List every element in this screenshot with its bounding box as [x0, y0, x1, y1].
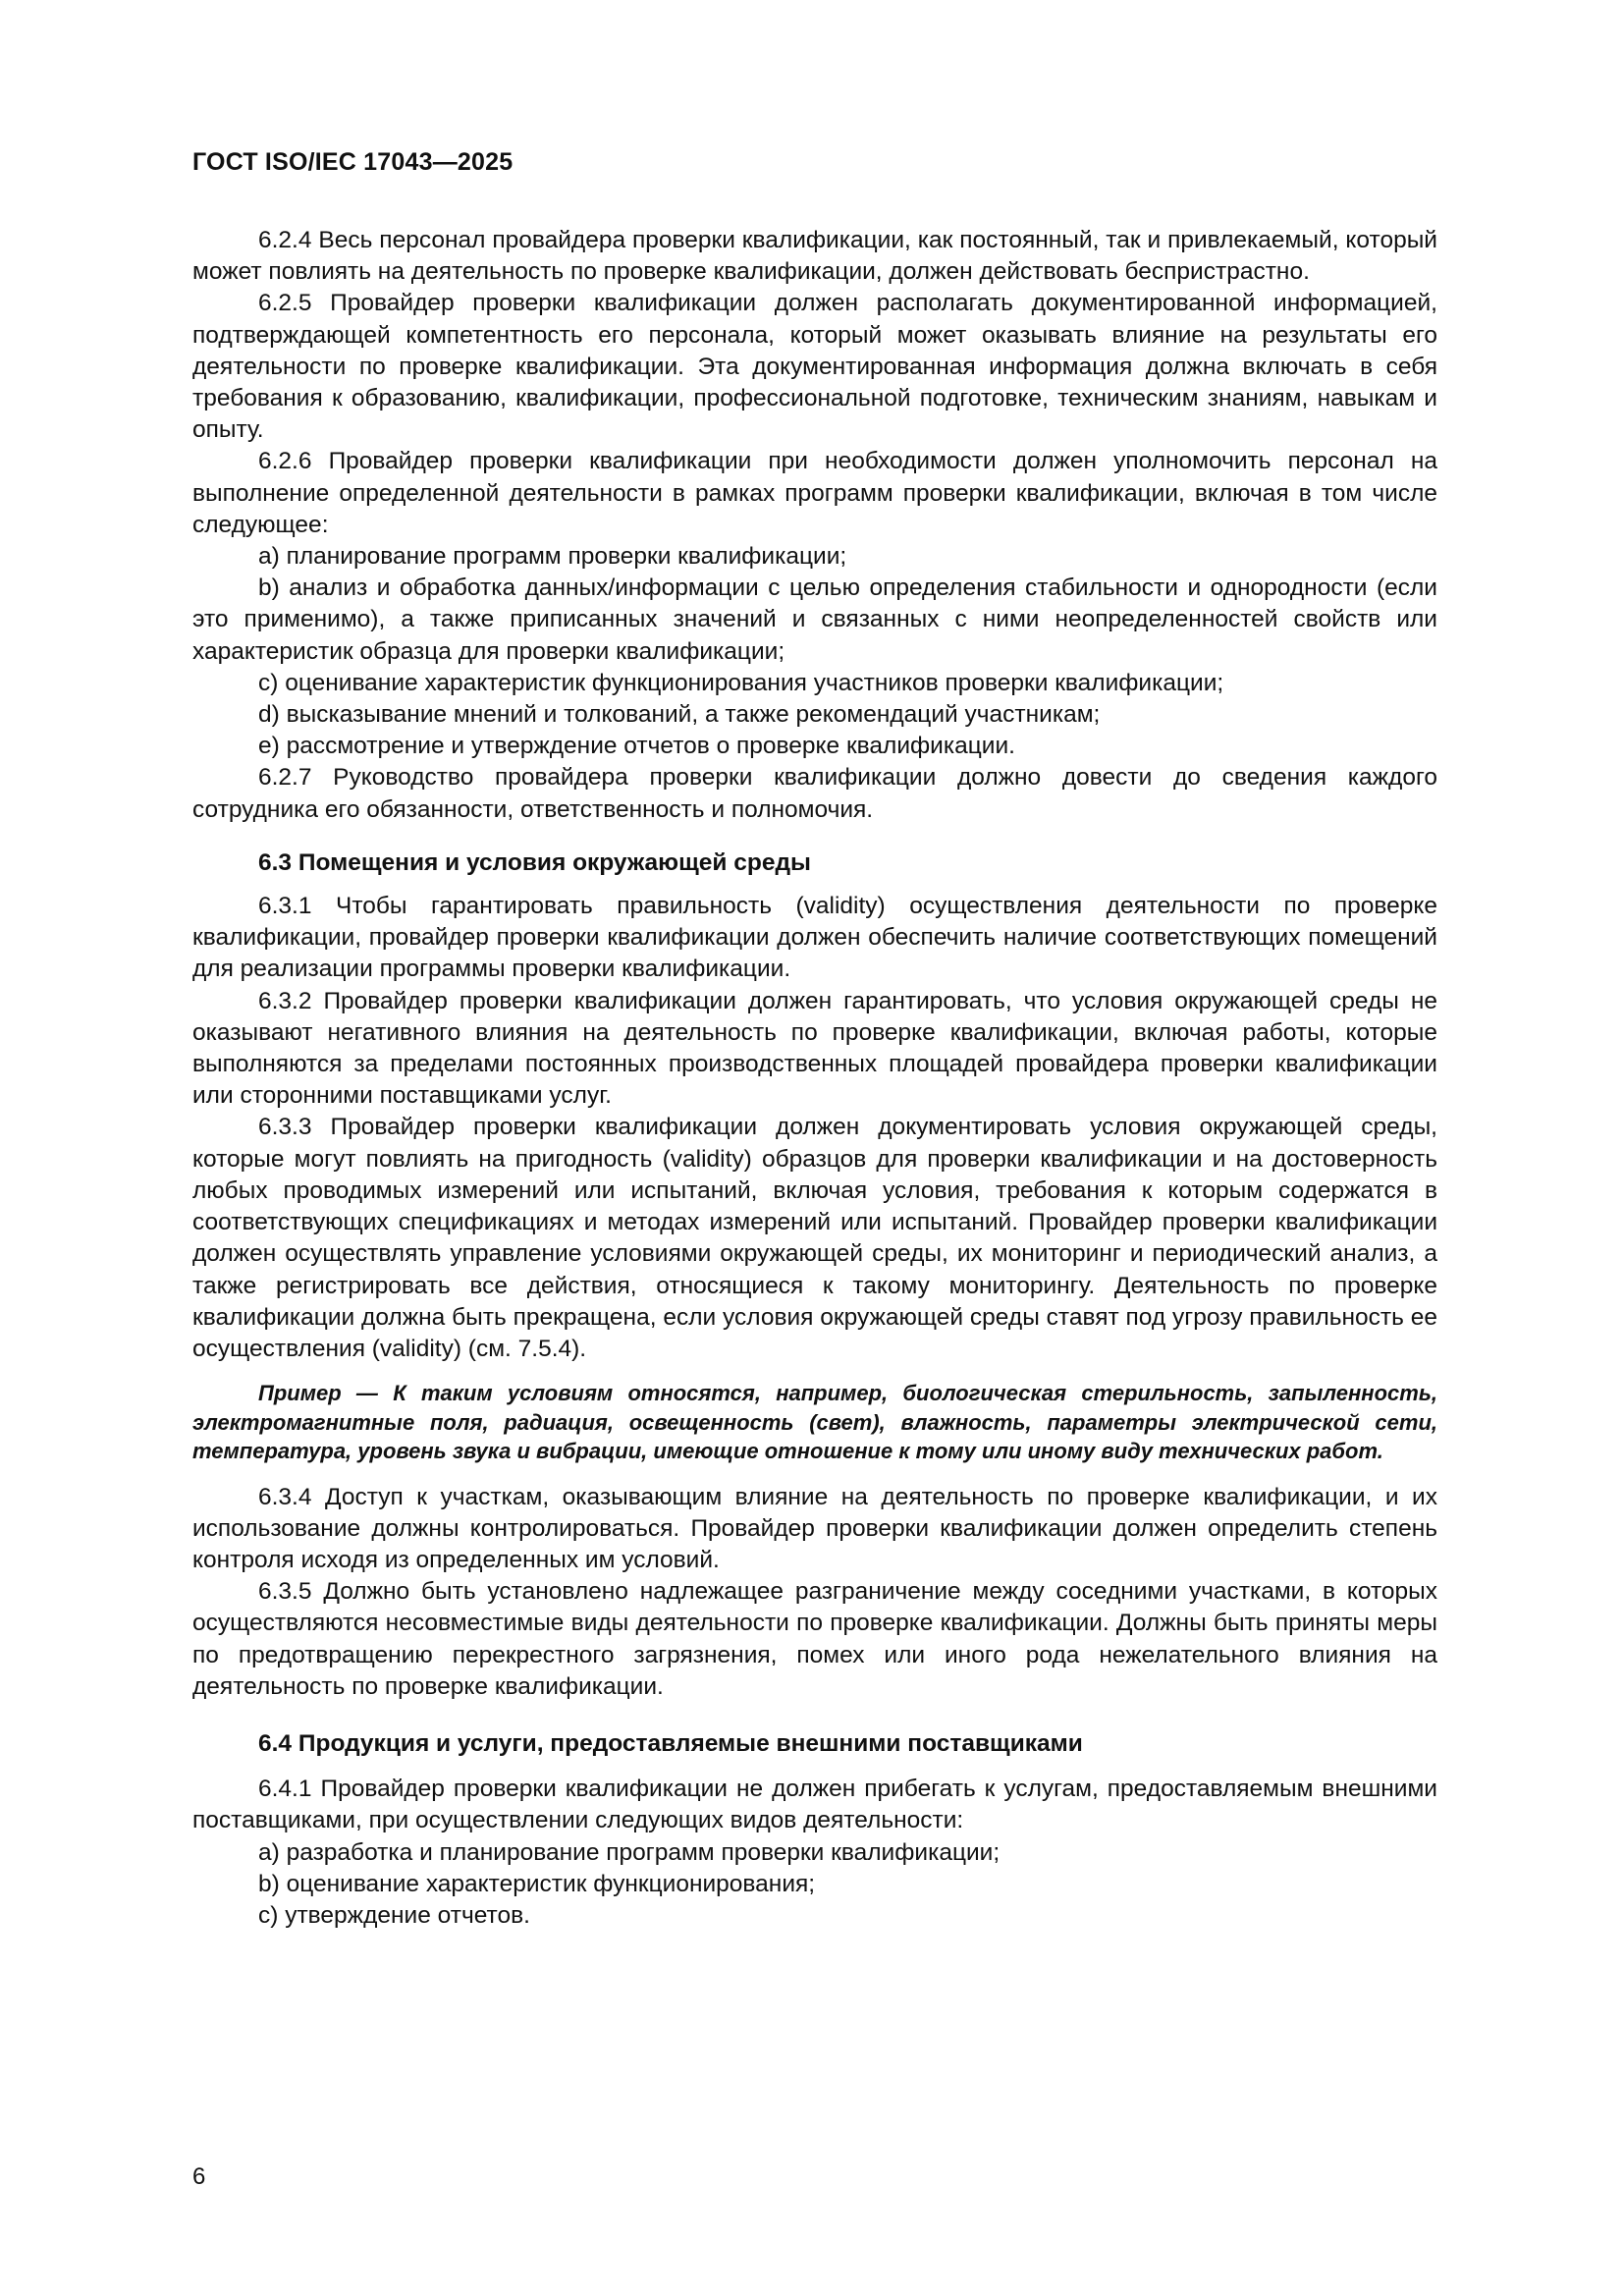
section-heading-6-3: 6.3 Помещения и условия окружающей среды [258, 848, 811, 876]
clause-6-3-2: 6.3.2 Провайдер проверки квалификации должен гарантировать, что условия окружающей среды не оказывают негативного влияния на деятельность по проверке квалификации, включая работы, которые выполняются за пределами постоянных производственных площадей провайдера проверки квалификации или сторонними поставщиками услуг. [192, 987, 1437, 1110]
list-item: с) оценивание характеристик функционирования участников проверки квалификации; [258, 669, 1224, 696]
page-number: 6 [192, 2163, 206, 2190]
clause-6-3-3: 6.3.3 Провайдер проверки квалификации должен документировать условия окружающей среды, которые могут повлиять на пригодность (validity) образцов для проверки квалификации и на достоверность любых проводимых измерений или испытаний, включая условия, требования к которым содержатся в соответствующих спецификациях и методах измерений или испытаний. Провайдер проверки квалификации должен осуществлять управление условиями окружающей среды, их мониторинг и периодический анализ, а также регистрировать все действия, относящиеся к такому мониторингу. Деятельность по проверке квалификации должна быть прекращена, если условия окружающей среды ставят под угрозу правильность ее осуществления (validity) (см. 7.5.4). [192, 1114, 1437, 1362]
example-note: Пример — К таким условиям относятся, например, биологическая стерильность, запыленность, электромагнитные поля, радиация, освещенность (свет), влажность, параметры электрической сети, температура, уровень звука и вибрации, имеющие отношение к тому или иному виду технических работ. [192, 1381, 1437, 1464]
clause-6-2-6: 6.2.6 Провайдер проверки квалификации при необходимости должен уполномочить персонал на выполнение определенной деятельности в рамках программ проверки квалификации, включая в том числе следующее: [192, 448, 1437, 538]
section-heading-6-4: 6.4 Продукция и услуги, предоставляемые внешними поставщиками [258, 1730, 1083, 1758]
list-item: е) рассмотрение и утверждение отчетов о проверке квалификации. [258, 733, 1015, 760]
clause-6-4-1: 6.4.1 Провайдер проверки квалификации не должен прибегать к услугам, предоставляемым внешними поставщиками, при осуществлении следующих видов деятельности: [192, 1776, 1437, 1834]
document-code-header: ГОСТ ISO/IEC 17043—2025 [192, 148, 514, 176]
list-item: с) утверждение отчетов. [258, 1902, 530, 1930]
list-item: b) анализ и обработка данных/информации с целью определения стабильности и однородности (если это применимо), а также приписанных значений и связанных с ними неопределенностей свойств или характеристик образца для проверки квалификации; [192, 574, 1437, 665]
clause-6-3-1: 6.3.1 Чтобы гарантировать правильность (validity) осуществления деятельности по проверке квалификации, провайдер проверки квалификации должен обеспечить наличие соответствующих помещений для реализации программы проверки квалификации. [192, 893, 1437, 983]
document-body [192, 225, 1437, 1932]
clause-6-2-4: 6.2.4 Весь персонал провайдера проверки квалификации, как постоянный, так и привлекаемый, который может повлиять на деятельность по проверке квалификации, должен действовать беспристрастно. [192, 227, 1437, 286]
list-item: а) разработка и планирование программ проверки квалификации; [258, 1838, 1001, 1866]
clause-6-2-5: 6.2.5 Провайдер проверки квалификации должен располагать документированной информацией, подтверждающей компетентность его персонала, который может оказывать влияние на результаты его деятельности по проверке квалификации. Эта документированная информация должна включать в себя требования к образованию, квалификации, профессиональной подготовке, техническим знаниям, навыкам и опыту. [192, 290, 1437, 444]
list-item: b) оценивание характеристик функционирования; [258, 1870, 816, 1897]
clause-6-3-4: 6.3.4 Доступ к участкам, оказывающим влияние на деятельность по проверке квалификации, и их использование должны контролироваться. Провайдер проверки квалификации должен определить степень контроля исходя из определенных им условий. [192, 1483, 1437, 1574]
clause-6-2-7: 6.2.7 Руководство провайдера проверки квалификации должно довести до сведения каждого сотрудника его обязанности, ответственность и полномочия. [192, 764, 1437, 823]
list-item: d) высказывание мнений и толкований, а также рекомендаций участникам; [258, 701, 1101, 729]
clause-6-3-5: 6.3.5 Должно быть установлено надлежащее разграничение между соседними участками, в которых осуществляются несовместимые виды деятельности по проверке квалификации. Должны быть приняты меры по предотвращению перекрестного загрязнения, помех или иного рода нежелательного влияния на деятельность по проверке квалификации. [192, 1578, 1437, 1700]
list-item: а) планирование программ проверки квалификации; [258, 543, 847, 571]
